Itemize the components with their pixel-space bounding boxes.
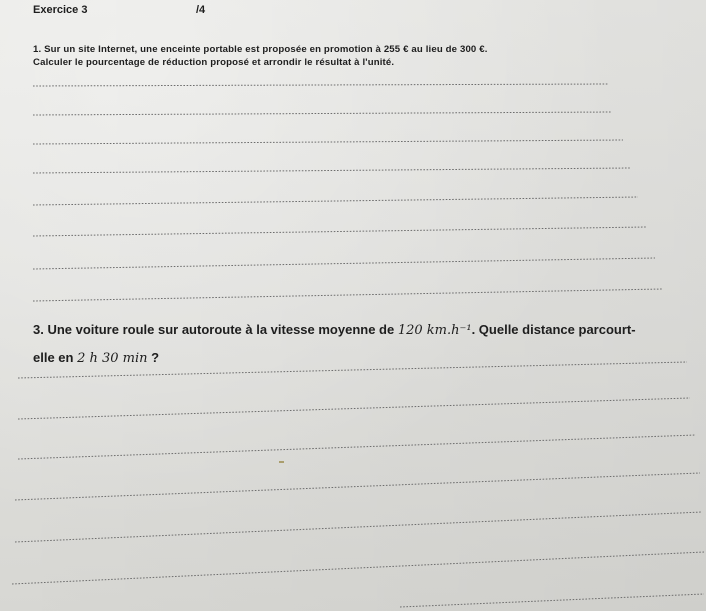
answer-line bbox=[15, 473, 700, 500]
question-1-statement: 1. Sur un site Internet, une enceinte portable est proposée en promotion à 255 € au lieu de 300 €. bbox=[33, 44, 488, 55]
answer-line bbox=[15, 512, 702, 542]
speed-value: 120 km.h⁻¹ bbox=[397, 323, 472, 338]
answer-line bbox=[18, 398, 690, 419]
answer-line bbox=[12, 552, 704, 584]
question-3-statement-continued bbox=[33, 350, 159, 366]
answer-line bbox=[33, 112, 612, 115]
exercise-score: /4 bbox=[196, 4, 206, 16]
answer-line bbox=[33, 197, 638, 205]
answer-line bbox=[33, 227, 646, 236]
question-3-text-end: . Quelle distance parcourt- bbox=[471, 322, 636, 337]
answer-line bbox=[18, 435, 696, 459]
exercise-title: Exercice 3 bbox=[33, 4, 88, 16]
question-3-text-start: 3. Une voiture roule sur autoroute à la vitesse moyenne de bbox=[33, 322, 398, 337]
answer-line bbox=[400, 594, 704, 607]
answer-line bbox=[33, 258, 655, 269]
question-3-line2-start: elle en bbox=[33, 350, 78, 365]
answer-line bbox=[33, 289, 662, 301]
answer-line bbox=[33, 84, 608, 86]
question-3-statement bbox=[33, 322, 636, 338]
duration-value: 2 h 30 min bbox=[77, 351, 148, 366]
answer-line bbox=[33, 140, 623, 144]
question-1-instruction: Calculer le pourcentage de réduction proposé et arrondir le résultat à l'unité. bbox=[33, 57, 395, 68]
question-3-line2-end: ? bbox=[147, 350, 160, 365]
answer-line bbox=[33, 168, 630, 173]
